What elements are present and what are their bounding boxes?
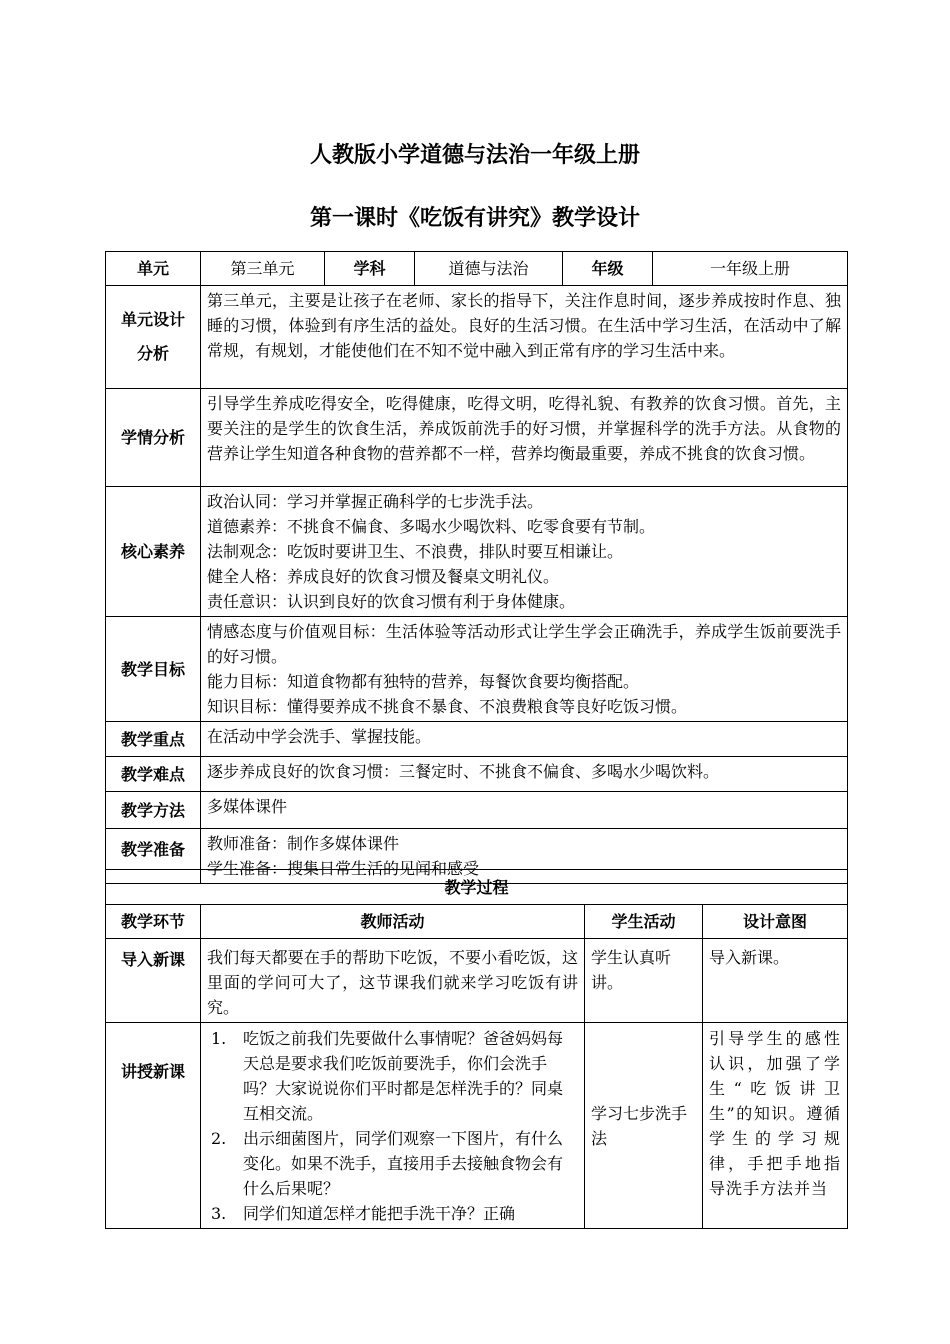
row-label: 教学准备 [106, 829, 201, 884]
stage-label: 讲授新课 [106, 1023, 201, 1229]
teacher-activity [201, 1023, 585, 1229]
grade-label: 年级 [563, 252, 653, 286]
process-table [105, 869, 848, 1229]
list-item: 3. 同学们知道怎样才能把手洗干净？正确 [211, 1204, 516, 1223]
row-content: 引导学生养成吃得安全，吃得健康，吃得文明，吃得礼貌、有教养的饮食习惯。首先，主要关注的是学生的饮食生活，养成饭前洗手的好习惯，并掌握科学的洗手方法。从食物的营养让学生知道各种食物的营养都不一样，营养均衡最重要，养成不挑食的饮食习惯。 [201, 389, 848, 487]
design-intent: 导入新课。 [703, 939, 848, 1023]
process-heading-row [106, 870, 848, 905]
process-row-teach [106, 1023, 848, 1229]
row-content: 多媒体课件 [201, 792, 848, 829]
row-content: 第三单元，主要是让孩子在老师、家长的指导下，关注作息时间，逐步养成按时作息、独睡的习惯，体验到有序生活的益处。良好的生活习惯。在生活中学习生活，在活动中了解常规，有规划，才能使他们在不知不觉中融入到正常有序的学习生活中来。 [201, 286, 848, 389]
row-label: 教学难点 [106, 757, 201, 792]
subject-label: 学科 [325, 252, 415, 286]
row-teaching-goals [106, 617, 848, 722]
process-column-headers [106, 905, 848, 939]
row-content: 在活动中学会洗手、掌握技能。 [201, 722, 848, 757]
row-student-analysis [106, 389, 848, 487]
grade-value: 一年级上册 [653, 252, 848, 286]
unit-value: 第三单元 [201, 252, 325, 286]
row-label: 学情分析 [106, 389, 201, 487]
row-content: 政治认同：学习并掌握正确科学的七步洗手法。 道德素养：不挑食不偏食、多喝水少喝饮料、吃零食要有节制。 法制观念：吃饭时要讲卫生、不浪费，排队时要互相谦让。 健全人格：养成良好的饮食习惯及餐桌文明礼仪。 责任意识：认识到良好的饮食习惯有利于身体健康。 [201, 487, 848, 617]
col-header-teacher: 教师活动 [201, 905, 585, 939]
col-header-intent: 设计意图 [703, 905, 848, 939]
lesson-info-table [105, 251, 848, 884]
row-difficulties [106, 757, 848, 792]
document-title: 人教版小学道德与法治一年级上册 [309, 143, 640, 168]
unit-label: 单元 [106, 252, 201, 286]
subject-value: 道德与法治 [415, 252, 563, 286]
process-heading: 教学过程 [106, 870, 848, 905]
row-content: 教师准备：制作多媒体课件 学生准备：搜集日常生活的见闻和感受 [201, 829, 848, 884]
row-unit-design [106, 286, 848, 389]
student-activity: 学习七步洗手法 [585, 1023, 703, 1229]
teacher-activity: 我们每天都要在手的帮助下吃饭，不要小看吃饭，这里面的学问可大了，这节课我们就来学习吃饭有讲究。 [201, 939, 585, 1023]
row-label: 单元设计 分析 [106, 286, 201, 389]
col-header-student: 学生活动 [585, 905, 703, 939]
list-item: 1. 吃饭之前我们先要做什么事情呢？爸爸妈妈每天总是要求我们吃饭前要洗手，你们会洗手吗？大家说说你们平时都是怎样洗手的？同桌互相交流。 [211, 1029, 564, 1123]
row-label: 核心素养 [106, 487, 201, 617]
lesson-title: 第一课时《吃饭有讲究》教学设计 [309, 206, 640, 231]
row-content: 情感态度与价值观目标：生活体验等活动形式让学生学会正确洗手，养成学生饭前要洗手的好习惯。 能力目标：知道食物都有独特的营养，每餐饮食要均衡搭配。 知识目标：懂得要养成不挑食不暴食、不浪费粮食等良好吃饭习惯。 [201, 617, 848, 722]
row-core-literacy [106, 487, 848, 617]
row-label: 教学目标 [106, 617, 201, 722]
process-row-intro [106, 939, 848, 1023]
row-key-points [106, 722, 848, 757]
list-item: 2. 出示细菌图片，同学们观察一下图片，有什么变化。如果不洗手，直接用手去接触食物会有什么后果呢？ [211, 1129, 564, 1198]
student-activity: 学生认真听讲。 [585, 939, 703, 1023]
stage-label: 导入新课 [106, 939, 201, 1023]
col-header-stage: 教学环节 [106, 905, 201, 939]
design-intent: 引导学生的感性认识，加强了学生“吃饭讲卫生”的知识。遵循学生的学习规律，手把手地指导洗手方法并当 [703, 1023, 848, 1229]
row-label: 教学重点 [106, 722, 201, 757]
row-content: 逐步养成良好的饮食习惯：三餐定时、不挑食不偏食、多喝水少喝饮料。 [201, 757, 848, 792]
row-methods [106, 792, 848, 829]
header-row [106, 252, 848, 286]
row-label: 教学方法 [106, 792, 201, 829]
